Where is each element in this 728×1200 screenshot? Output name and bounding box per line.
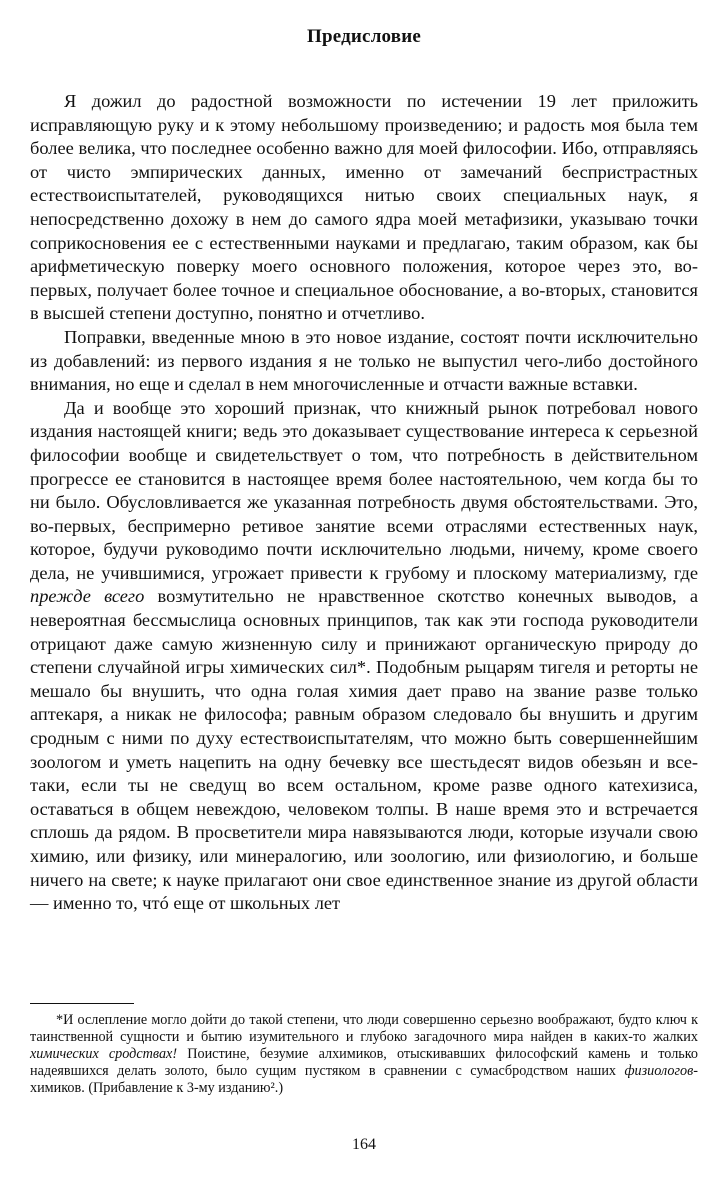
text-run: .) bbox=[274, 1080, 284, 1096]
footnote-divider bbox=[30, 1003, 134, 1004]
text-run: Поправки, введенные мною в это новое издание, состоят почти исключительно из добавлений: из первого издания я не только не выпустил чего-либо достойного внимания, но еще и сделал в нем многочисленные и отчасти важные вставки. bbox=[30, 326, 698, 395]
italic-text: физиологов bbox=[624, 1063, 694, 1079]
paragraph bbox=[30, 90, 698, 326]
italic-text: прежде всего bbox=[30, 586, 145, 607]
paragraph bbox=[30, 397, 698, 916]
text-run: Поистине, безумие алхимиков, отыскивавших философский камень и только надеявшихся делать золото, было сущим пустяком в сравнении с сумасбродством наших bbox=[30, 1046, 699, 1079]
page-title: Предисловие bbox=[306, 26, 422, 47]
text-run: -химиков. (Прибавление к 3-му изданию² bbox=[30, 1063, 698, 1096]
text-run: Да и вообще это хороший признак, что книжный рынок потребовал нового издания настоящей книги; ведь это доказывает существование интереса к серьезной философии вообще и свидетельствует о том, что потребность в действительном прогрессе ее становится в настоящее время более настоятельною, чем когда бы то ни было. Обусловливается же указанная потребность двумя обстоятельствами. Это, во-первых, беспримерно ретивое занятие всеми отраслями естественных наук, которое, будучи руководимо почти исключительно людьми, ничему, кроме своего дела, не учившимися, угрожает привести к грубому и плоскому материализму, где bbox=[30, 397, 698, 583]
text-run: Я дожил до радостной возможности по истечении 19 лет приложить исправляющую руку и к этому небольшому произведению; и радость моя была тем более велика, что последнее особенно важно для моей философии. Ибо, отправляясь от чисто эмпирических данных, именно от замечаний беспристрастных естествоиспытателей, руководящихся нитью своих специальных наук, я непосредственно дохожу в нем до самого ядра моей метафизики, указываю точки соприкосновения ее с естественными науками и предлагаю, таким образом, как бы арифметическую поверку моего основного положения, которое через это, во-первых, получает более точное и специальное обоснование, а во-вторых, становится в высшей степени доступно, понятно и отчетливо. bbox=[30, 91, 698, 324]
text-run: возмутительно не нравственное скотство конечных выводов, а невероятная бессмыслица основных принципов, так как эти господа руководители отрицают даже самую жизненную силу и принижают органическую природу до степени случайной игры химических сил*. Подобным рыцарям тигеля и реторты не мешало бы внушить, что одна голая химия дает право на звание разве только аптекаря, а никак не философа; равным образом следовало бы внушить и другим сродным с ними по духу естествоиспытателям, что можно быть совершеннейшим зоологом и уметь нацепить на одну бечевку все шестьдесят видов обезьян и все-таки, если ты не сведущ во всем остальном, кроме разве одного катехизиса, оставаться в общем невеждою, человеком толпы. В наше время это и встречается сплошь да рядом. В просветители мира навязываются люди, которые изучали свою химию, или физику, или минералогию, или зоологию, или физиологию, и больше ничего на свете; к науке прилагают они свое единственное знание из другой области — именно то, чтó еще от школьных лет bbox=[30, 586, 698, 914]
document-page bbox=[30, 0, 698, 1200]
text-run: *И ослепление могло дойти до такой степени, что люди совершенно серьезно воображают, будто ключ к таинственной сущности и бытию изумительного и глубоко загадочного мира найден в каких-то жалких bbox=[30, 1012, 698, 1045]
body-text bbox=[30, 90, 698, 916]
page-number: 164 bbox=[352, 1136, 376, 1153]
footnote bbox=[30, 1012, 698, 1097]
italic-text: химических сродствах! bbox=[30, 1046, 178, 1062]
paragraph bbox=[30, 326, 698, 397]
